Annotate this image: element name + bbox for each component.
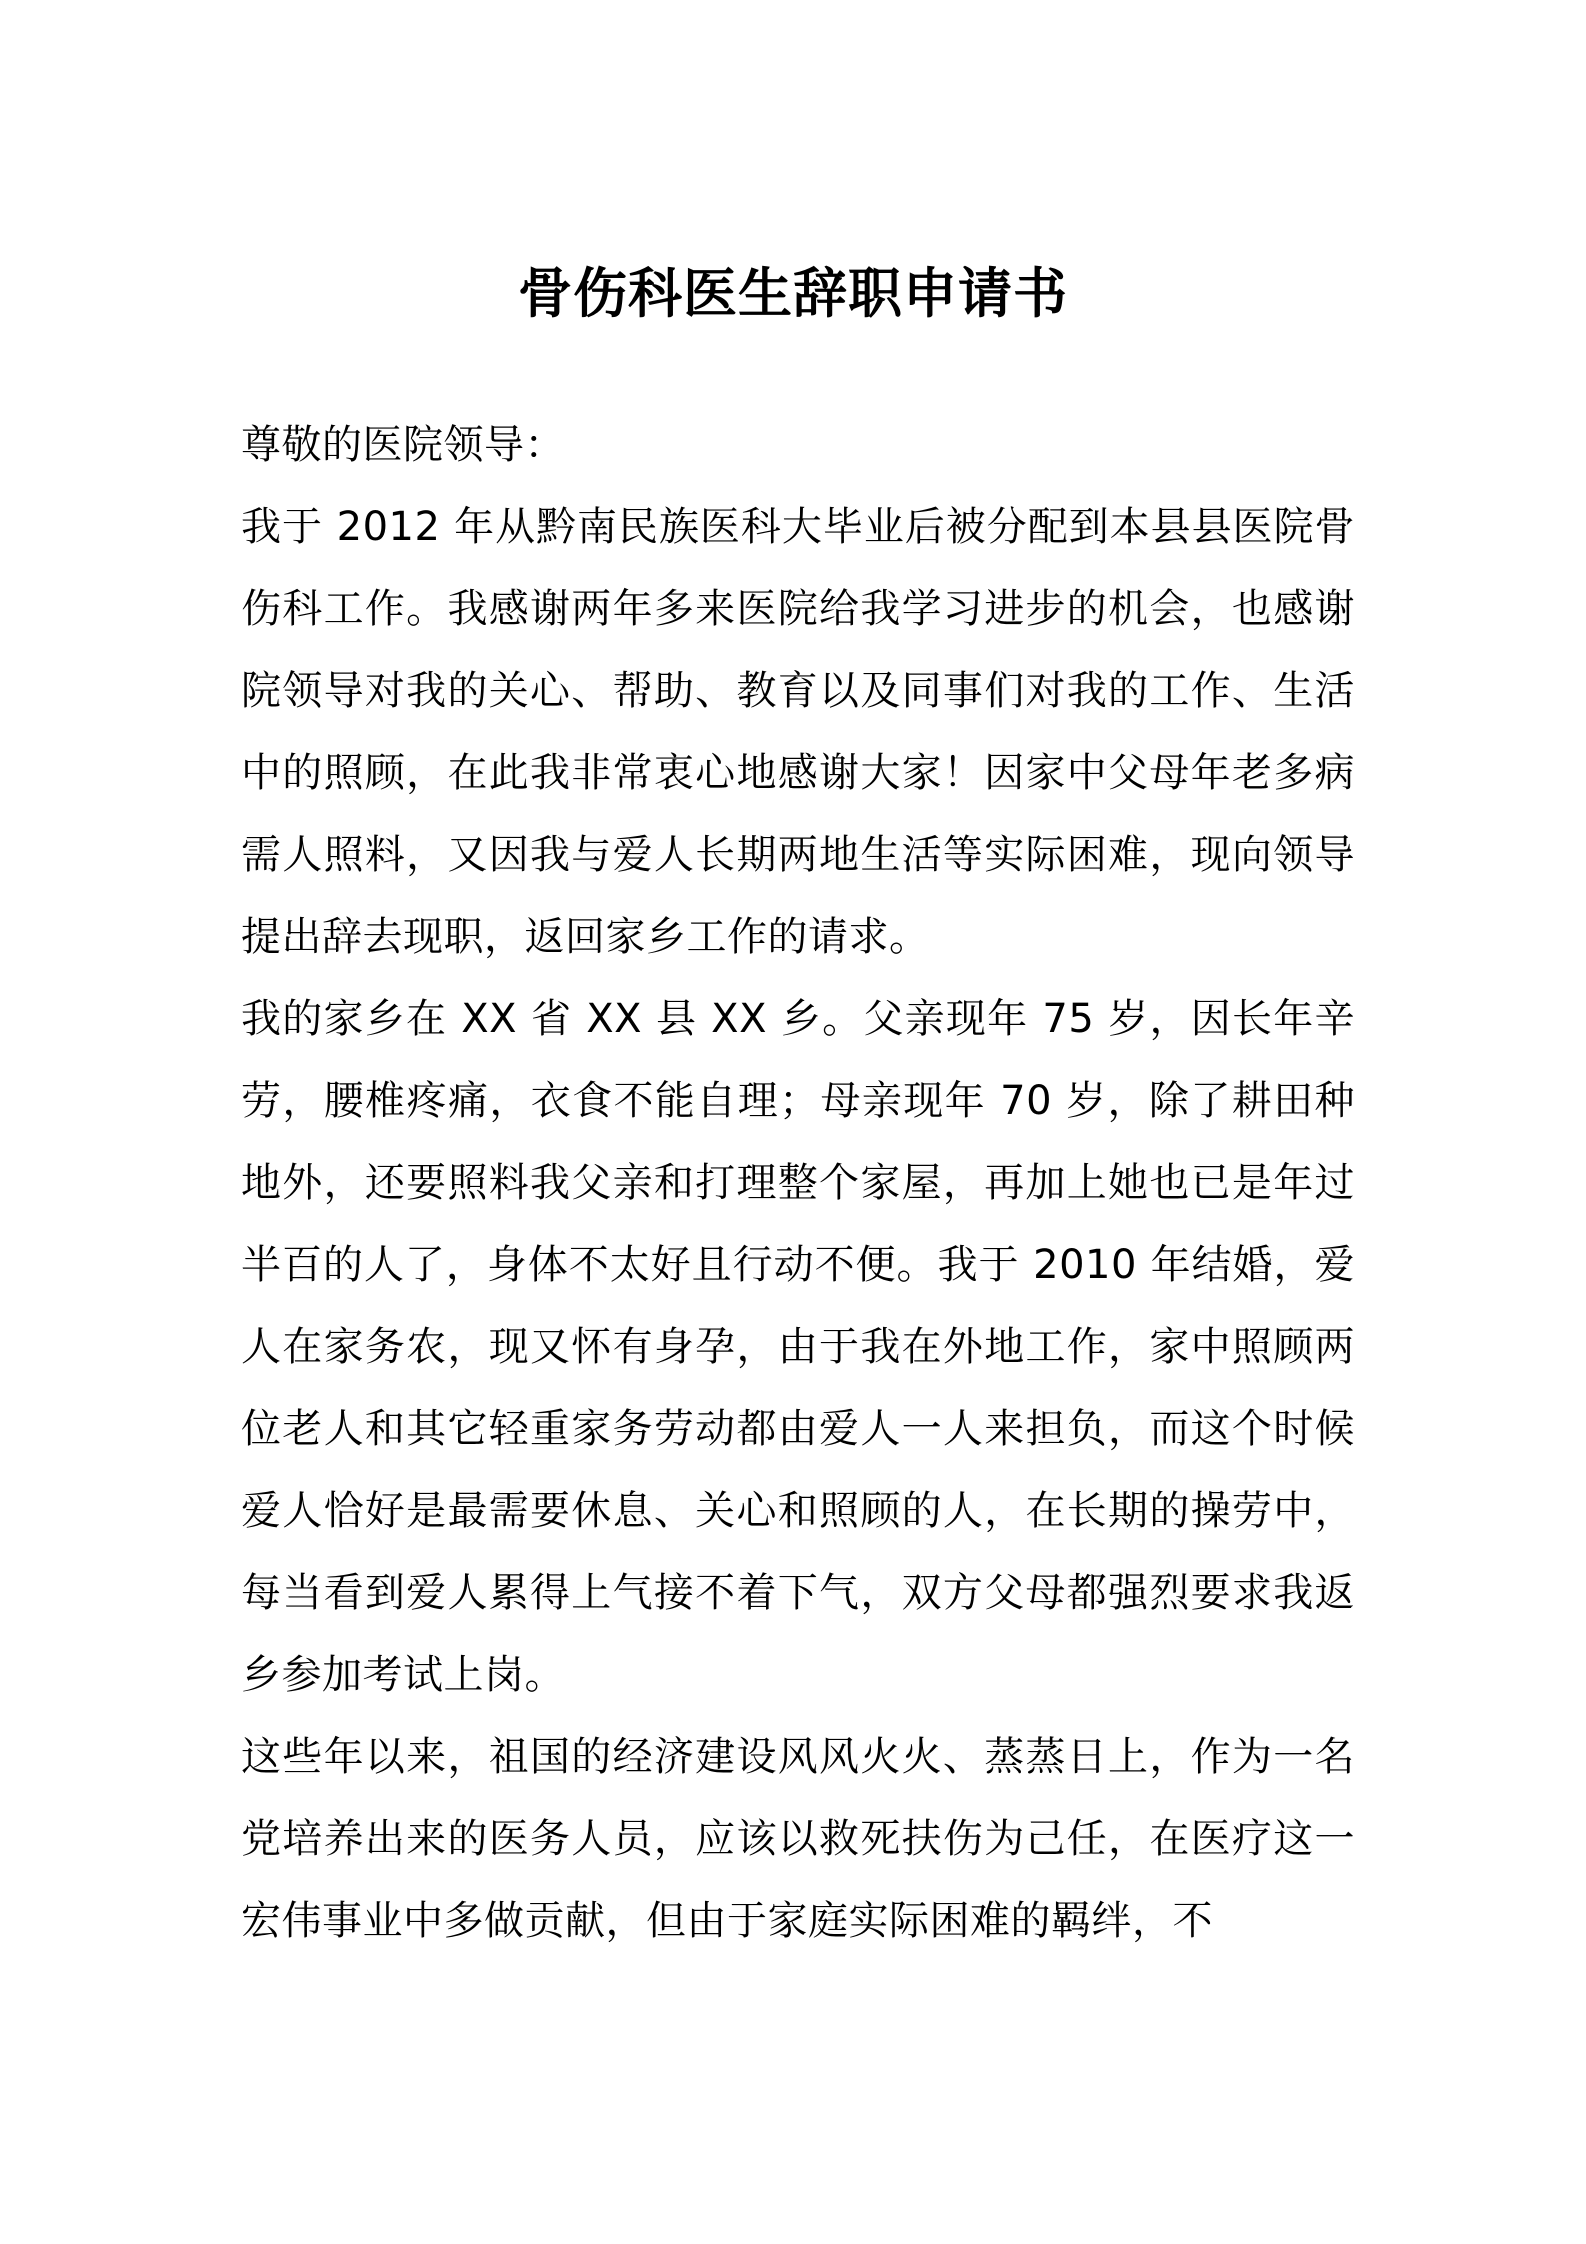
paragraph-1: 我于 2012 年从黔南民族医科大毕业后被分配到本县县医院骨伤科工作。我感谢两年多来医院给我学习进步的机会，也感谢院领导对我的关心、帮助、教育以及同事们对我的工作、生活中的照顾，在此我非常衷心地感谢大家！因家中父母年老多病需人照料，又因我与爱人长期两地生活等实际困难，现向领导提出辞去现职，返回家乡工作的请求。 [241,504,1355,960]
paragraph-2: 我的家乡在 XX 省 XX 县 XX 乡。父亲现年 75 岁，因长年辛劳，腰椎疼痛，衣食不能自理；母亲现年 70 岁，除了耕田种地外，还要照料我父亲和打理整个家屋，再加上她也已是年过半百的人了，身体不太好且行动不便。我于 2010 年结婚，爱人在家务农，现又怀有身孕，由于我在外地工作，家中照顾两位老人和其它轻重家务劳动都由爱人一人来担负，而这个时候爱人恰好是最需要休息、关心和照顾的人，在长期的操劳中，每当看到爱人累得上气接不着下气，双方父母都强烈要求我返乡参加考试上岗。 [241,996,1355,1698]
paragraph-3: 这些年以来，祖国的经济建设风风火火、蒸蒸日上，作为一名党培养出来的医务人员，应该以救死扶伤为己任，在医疗这一宏伟事业中多做贡献，但由于家庭实际困难的羁绊，不 [241,1734,1355,1944]
document-body [241,404,1355,1962]
salutation: 尊敬的医院领导： [241,422,565,468]
document-title: 骨伤科医生辞职申请书 [518,262,1068,325]
